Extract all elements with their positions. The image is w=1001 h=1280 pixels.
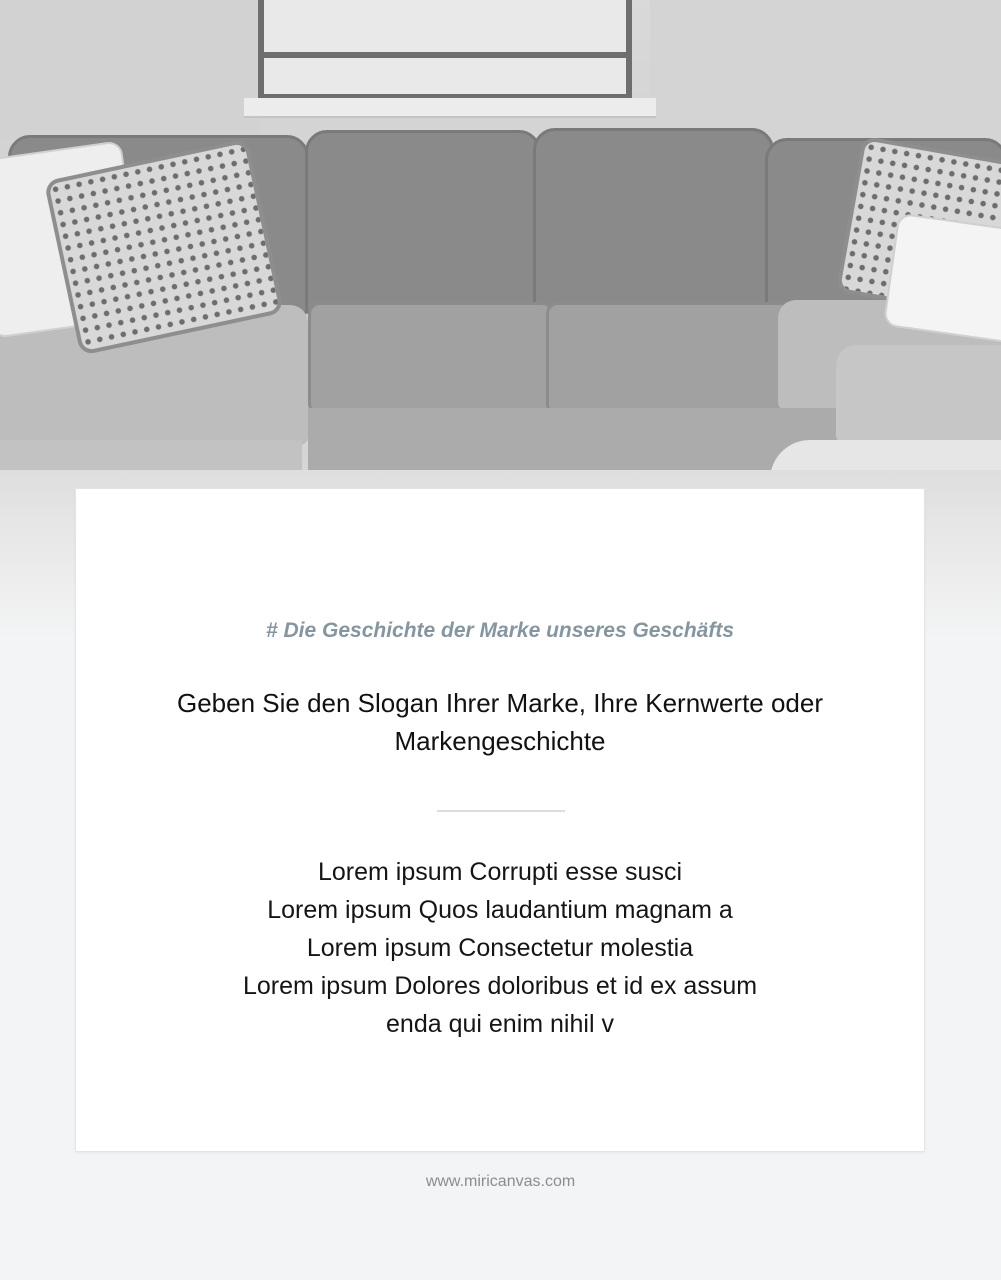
body-line: Lorem ipsum Corrupti esse susci [317, 858, 682, 886]
headline: Geben Sie den Slogan Ihrer Marke, Ihre Kernwerte oder Markengeschichte [176, 688, 824, 756]
wall-left [0, 0, 260, 140]
footer-url: www.miricanvas.com [425, 1173, 576, 1190]
sofa-arm-right-front [836, 345, 1001, 445]
pillow-white-right [883, 213, 1001, 346]
divider [437, 810, 565, 812]
sofa-seat-left [308, 302, 554, 416]
body-text [136, 853, 864, 1043]
body-line: Lorem ipsum Quos laudantium magnam a [267, 896, 733, 924]
eyebrow-title: # Die Geschichte der Marke unseres Geschäfts [265, 619, 735, 642]
sofa-back-cushion-center-left [305, 130, 541, 316]
wall-right [650, 0, 1001, 140]
body-line: Lorem ipsum Consectetur molestia [306, 934, 694, 962]
window [258, 0, 632, 100]
body-line: Lorem ipsum Dolores doloribus et id ex assum [242, 972, 758, 1000]
body-line: enda qui enim nihil v [386, 1010, 614, 1038]
window-sill [244, 98, 656, 118]
content-card [75, 488, 925, 1152]
sofa-back-cushion-center-right [533, 128, 774, 316]
